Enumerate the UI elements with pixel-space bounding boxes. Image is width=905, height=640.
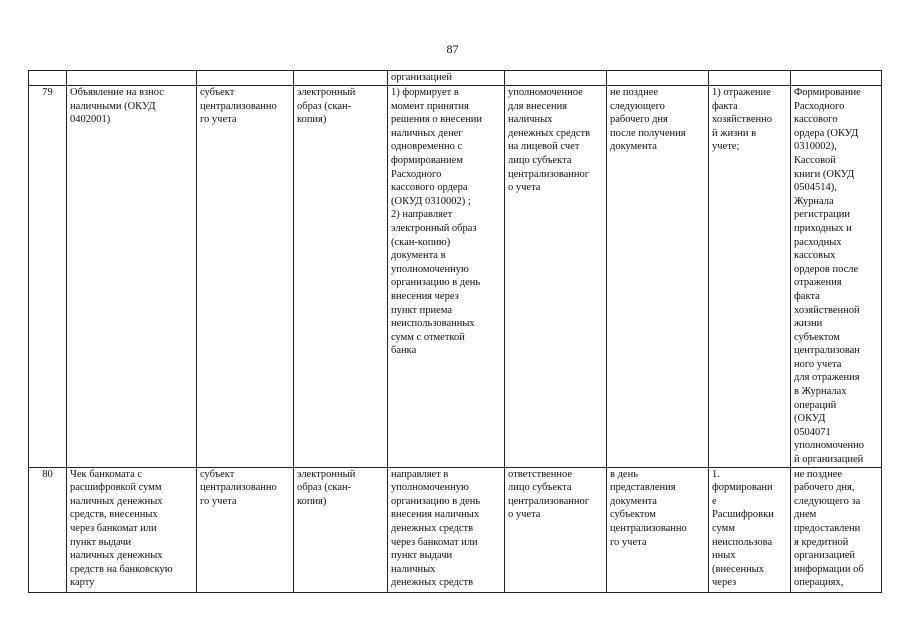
cell-responsible [505, 467, 607, 592]
cell-line: карту [70, 577, 95, 589]
cell-line: денежных средств [391, 523, 474, 534]
cell-line: наличных [391, 563, 436, 575]
cell-empty [607, 71, 709, 86]
cell-line: (ОКУД [794, 413, 826, 425]
table-row-continuation [29, 71, 882, 86]
cell-line: уполномоченную [391, 263, 469, 275]
cell-line: Формирование [794, 87, 861, 98]
cell-line: информации об [794, 563, 864, 575]
cell-empty [197, 71, 294, 86]
cell-line: денежных средств [508, 127, 591, 139]
cell-line: копия) [297, 495, 327, 507]
cell-line: учете; [712, 141, 740, 153]
cell-line: хозяйственно [712, 114, 772, 126]
cell-row-number: 79 [29, 86, 67, 468]
cell-line: хозяйственной [794, 304, 860, 316]
cell-line: средств на банковскую [70, 563, 173, 575]
cell-line: 0402001) [70, 114, 111, 126]
cell-line: сумм с отметкой [391, 331, 465, 343]
cell-line: следующего [610, 100, 665, 112]
cell-line: пункт приема [391, 304, 453, 316]
cell-line: централизованног [508, 495, 590, 507]
cell-line: централизованно [200, 482, 277, 494]
cell-line: расходных [794, 236, 842, 248]
cell-purpose [709, 467, 791, 592]
cell-empty [791, 71, 882, 86]
cell-line: рабочего дня [610, 114, 668, 126]
cell-document-name [67, 86, 197, 468]
cell-line: факта [794, 290, 820, 302]
cell-line: Кассовой [794, 154, 836, 166]
cell-empty [294, 71, 388, 86]
cell-line: образ (скан- [297, 100, 352, 112]
table-row [29, 467, 882, 592]
cell-line: отражения [794, 277, 842, 289]
cell-procedure [388, 467, 505, 592]
cell-line: наличных [508, 114, 553, 126]
cell-procedure [388, 86, 505, 468]
cell-line: Расшифровки [712, 509, 774, 521]
cell-deadline [607, 467, 709, 592]
cell-line: пункт выдачи [70, 536, 132, 548]
cell-line: й жизни в [712, 127, 757, 139]
cell-result [791, 467, 882, 592]
cell-line: 0504514), [794, 182, 837, 194]
cell-line: наличных денежных [70, 550, 163, 562]
cell-line: организацию в день [391, 495, 481, 507]
cell-line: не позднее [794, 468, 843, 480]
cell-line: организацией [391, 72, 453, 83]
cell-line: уполномоченную [391, 482, 469, 494]
cell-line: через [712, 577, 737, 589]
cell-line: направляет в [391, 468, 449, 480]
cell-document-form [294, 467, 388, 592]
cell-line: наличных денег [391, 127, 463, 139]
cell-line: расшифровкой сумм [70, 482, 162, 494]
cell-line: электронный [297, 87, 356, 98]
cell-line: для внесения [508, 100, 568, 112]
cell-line: внесения наличных [391, 509, 480, 521]
cell-continuation-text [388, 71, 505, 86]
cell-line: решения о внесении [391, 114, 483, 126]
cell-line: лицо субъекта [508, 482, 572, 494]
document-table [28, 70, 882, 593]
cell-line: денежных средств [391, 577, 474, 589]
cell-line: 1) отражение [712, 87, 771, 98]
cell-line: 0504071 [794, 426, 831, 438]
cell-line: го учета [200, 114, 237, 126]
cell-result [791, 86, 882, 468]
cell-line: средств, внесенных [70, 509, 158, 521]
cell-line: книги (ОКУД [794, 168, 855, 180]
cell-line: после получения [610, 127, 686, 139]
cell-line: ордера (ОКУД [794, 127, 859, 139]
cell-line: формированием [391, 154, 463, 166]
cell-responsible [505, 86, 607, 468]
cell-line: субъект [200, 87, 235, 98]
cell-subject [197, 467, 294, 592]
cell-line: документа в [391, 250, 446, 262]
cell-empty [709, 71, 791, 86]
cell-line: субъектом [610, 509, 656, 521]
cell-purpose [709, 86, 791, 468]
cell-line: электронный [297, 468, 356, 480]
cell-line: я кредитной [794, 536, 849, 548]
cell-line: организацию в день [391, 277, 481, 289]
cell-line: неиспользованных [391, 318, 475, 330]
cell-line: момент принятия [391, 100, 469, 112]
cell-line: ордеров после [794, 263, 859, 275]
cell-line: рабочего дня, [794, 482, 855, 494]
cell-line: го учета [200, 495, 237, 507]
cell-line: Расходного [391, 168, 442, 180]
cell-line: операций [794, 399, 837, 411]
cell-line: (ОКУД 0310002) ; [391, 195, 471, 207]
cell-line: Чек банкомата с [70, 468, 143, 480]
cell-line: одновременно с [391, 141, 463, 153]
cell-line: субъект [200, 468, 235, 480]
cell-document-name [67, 467, 197, 592]
page-number: 87 [446, 42, 459, 56]
cell-line: не позднее [610, 87, 659, 98]
cell-line: документа [610, 495, 657, 507]
cell-line: 1. [712, 468, 720, 480]
cell-line: пункт выдачи [391, 550, 453, 562]
cell-row-number: 80 [29, 467, 67, 592]
cell-line: приходных и [794, 222, 852, 234]
cell-line: Расходного [794, 100, 845, 112]
cell-line: о учета [508, 182, 541, 194]
cell-line: жизни [794, 318, 823, 330]
cell-line: в Журналах [794, 386, 847, 398]
cell-line: централизованно [200, 100, 277, 112]
cell-document-form [294, 86, 388, 468]
cell-line: для отражения [794, 372, 860, 384]
cell-line: наличными (ОКУД [70, 100, 156, 112]
cell-line: в день [610, 468, 638, 480]
cell-empty [505, 71, 607, 86]
cell-line: ного учета [794, 358, 842, 370]
cell-empty [29, 71, 67, 86]
cell-line: 1) формирует в [391, 87, 459, 98]
cell-line: представления [610, 482, 676, 494]
cell-line: электронный образ [391, 222, 477, 234]
cell-line: сумм [712, 523, 735, 534]
cell-line: го учета [610, 536, 647, 548]
cell-line: Журнала [794, 195, 834, 207]
cell-line: документа [610, 141, 657, 153]
cell-line: (внесенных [712, 563, 764, 575]
cell-line: банка [391, 345, 417, 357]
cell-line: операциях, [794, 577, 844, 589]
cell-line: ответственное [508, 468, 573, 480]
cell-line: организацией [794, 550, 856, 562]
cell-line: е [712, 495, 717, 507]
cell-line: уполномоченно [794, 440, 864, 452]
cell-line: лицо субъекта [508, 154, 572, 166]
cell-line: о учета [508, 509, 541, 521]
cell-line: централизованног [508, 168, 590, 180]
cell-line: уполномоченное [508, 87, 583, 98]
cell-subject [197, 86, 294, 468]
cell-line: централизован [794, 345, 860, 357]
cell-line: наличных денежных [70, 495, 163, 507]
table-row [29, 86, 882, 468]
cell-line: нных [712, 550, 736, 562]
cell-line: кассового [794, 114, 838, 126]
cell-line: через банкомат или [391, 536, 478, 548]
cell-line: копия) [297, 114, 327, 126]
cell-line: образ (скан- [297, 482, 352, 494]
cell-line: следующего за [794, 495, 861, 507]
cell-line: 0310002), [794, 141, 837, 153]
cell-line: регистрации [794, 209, 850, 221]
cell-line: неиспользова [712, 536, 773, 548]
cell-line: через банкомат или [70, 523, 157, 534]
cell-line: предоставлени [794, 523, 861, 534]
cell-line: централизованно [610, 523, 687, 534]
cell-line: 2) направляет [391, 209, 453, 221]
cell-deadline [607, 86, 709, 468]
cell-line: внесения через [391, 290, 459, 302]
cell-line: кассовых [794, 250, 836, 262]
cell-line: субъектом [794, 331, 840, 343]
cell-line: (скан-копию) [391, 236, 451, 248]
cell-line: днем [794, 509, 817, 521]
cell-line: формировани [712, 482, 773, 494]
cell-line: на лицевой счет [508, 141, 580, 153]
cell-line: факта [712, 100, 738, 112]
cell-line: кассового ордера [391, 182, 468, 194]
cell-line: Объявление на взнос [70, 87, 164, 98]
cell-empty [67, 71, 197, 86]
cell-line: й организацией [794, 454, 864, 466]
